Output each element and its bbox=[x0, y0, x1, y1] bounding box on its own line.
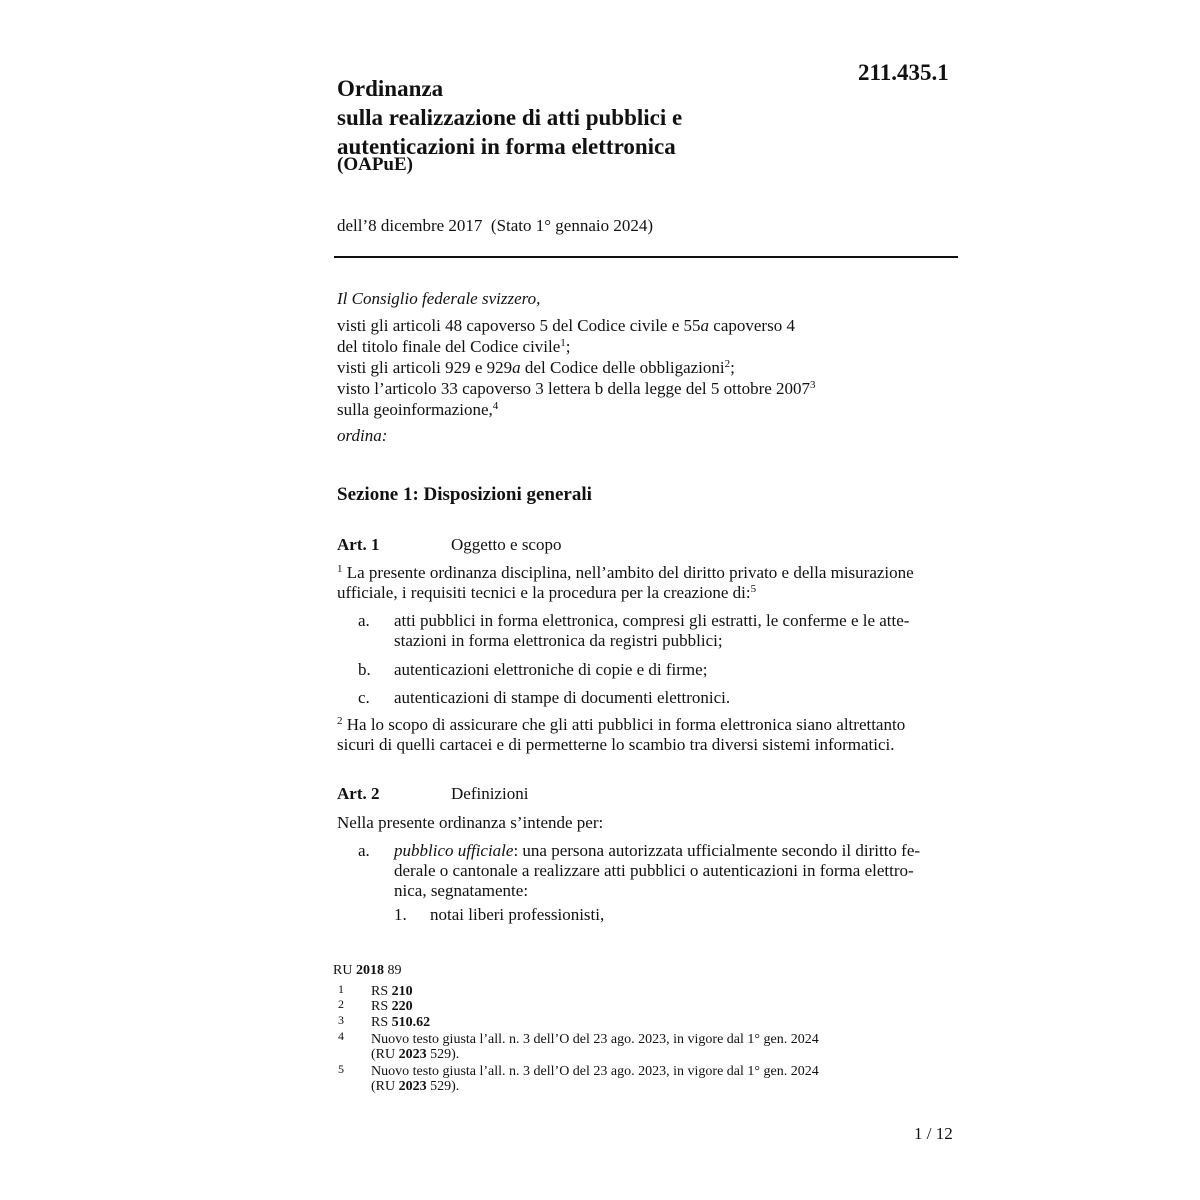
article-number: Art. 2 bbox=[337, 784, 380, 803]
footnote: Nuovo testo giusta l’all. n. 3 dell’O del 23 ago. 2023, in vigore dal 1° gen. 2024 (RU 2023 529). bbox=[371, 1032, 819, 1062]
sub-item: notai liberi professionisti, bbox=[430, 905, 605, 924]
list-item-letter: c. bbox=[358, 688, 370, 707]
footnote-number: 4 bbox=[338, 1029, 344, 1043]
preamble bbox=[337, 288, 957, 446]
list-item-letter: b. bbox=[358, 660, 371, 679]
title-line: Ordinanza bbox=[337, 76, 444, 101]
preamble-line: visto l’articolo 33 capoverso 3 lettera b della legge del 5 ottobre 2007$^3$ bbox=[337, 379, 816, 398]
title-line: autenticazioni in forma elettronica bbox=[337, 134, 676, 159]
preamble-line: visti gli articoli 929 e 929a del Codice delle obbligazioni$^2$; bbox=[337, 358, 735, 377]
list-item: autenticazioni di stampe di documenti elettronici. bbox=[394, 688, 731, 707]
official-compilation-ref: RU 2018 89 bbox=[333, 963, 402, 978]
document-title bbox=[337, 74, 682, 161]
list-item: autenticazioni elettroniche di copie e di firme; bbox=[394, 660, 708, 679]
title-line: sulla realizzazione di atti pubblici e bbox=[337, 105, 683, 130]
sr-number: 211.435.1 bbox=[858, 60, 949, 85]
document-status: (Stato 1° gennaio 2024) bbox=[490, 216, 654, 235]
footnote-ref: 4 bbox=[492, 400, 499, 412]
paragraph-number: 1 bbox=[337, 563, 343, 575]
footnote: Nuovo testo giusta l’all. n. 3 dell’O del 23 ago. 2023, in vigore dal 1° gen. 2024 (RU 2023 529). bbox=[371, 1064, 819, 1094]
footnote: RS 220 bbox=[371, 999, 413, 1014]
article-paragraph: $^1$ La presente ordinanza disciplina, nell’ambito del diritto privato e della misurazione ufficiale, i requisiti tecnici e la procedura per la creazione di:$^5$ bbox=[337, 563, 914, 602]
article-intro: Nella presente ordinanza s’intende per: bbox=[337, 813, 604, 832]
preamble-line: visti gli articoli 48 capoverso 5 del Codice civile e 55a capoverso 4 bbox=[337, 316, 795, 335]
article-number: Art. 1 bbox=[337, 535, 380, 554]
list-item-letter: a. bbox=[358, 841, 370, 860]
preamble-line: sulla geoinformazione,$^4$ bbox=[337, 400, 499, 419]
section-heading: Sezione 1: Disposizioni generali bbox=[337, 484, 592, 505]
footnote-ref: 3 bbox=[810, 379, 816, 391]
footnote-number: 2 bbox=[338, 997, 344, 1011]
article-title: Oggetto e scopo bbox=[451, 535, 562, 554]
footnote-number: 1 bbox=[338, 982, 344, 996]
preamble-line: del titolo finale del Codice civile$^1$; bbox=[337, 337, 571, 356]
footnote-ref: 2 bbox=[724, 358, 731, 370]
footnote: RS 210 bbox=[371, 984, 413, 999]
document-abbreviation: (OAPuE) bbox=[337, 154, 413, 175]
document-date-line bbox=[337, 216, 653, 236]
document-date: dell’8 dicembre 2017 bbox=[337, 216, 483, 235]
sub-item-number: 1. bbox=[394, 905, 407, 924]
article-title: Definizioni bbox=[451, 784, 529, 803]
defined-term: pubblico ufficiale bbox=[394, 841, 514, 860]
article-paragraph: $^2$ Ha lo scopo di assicurare che gli atti pubblici in forma elettronica siano altrettanto sicuri di quelli cartacei e di permetterne lo scambio tra diversi sistemi informatici. bbox=[337, 715, 906, 754]
footnote-number: 3 bbox=[338, 1013, 344, 1027]
preamble-authority: Il Consiglio federale svizzero, bbox=[337, 289, 541, 308]
list-item: atti pubblici in forma elettronica, compresi gli estratti, le conferme e le atte- stazioni in forma elettronica da registri pubblici; bbox=[394, 611, 910, 650]
footnote-number: 5 bbox=[338, 1062, 344, 1076]
footnote-ref: 1 bbox=[560, 337, 566, 349]
header-divider bbox=[334, 256, 958, 258]
list-item: pubblico ufficiale: una persona autorizzata ufficialmente secondo il diritto fe- derale o cantonale a realizzare atti pubblici o autenticazioni in forma elettro- nica, segnatamente: bbox=[394, 841, 921, 900]
paragraph-number: 2 bbox=[337, 715, 343, 727]
footnote-ref: 5 bbox=[750, 583, 757, 595]
list-item-letter: a. bbox=[358, 611, 370, 630]
page-number: 1 / 12 bbox=[914, 1124, 953, 1143]
footnote: RS 510.62 bbox=[371, 1015, 431, 1030]
preamble-decree: ordina: bbox=[337, 426, 388, 445]
